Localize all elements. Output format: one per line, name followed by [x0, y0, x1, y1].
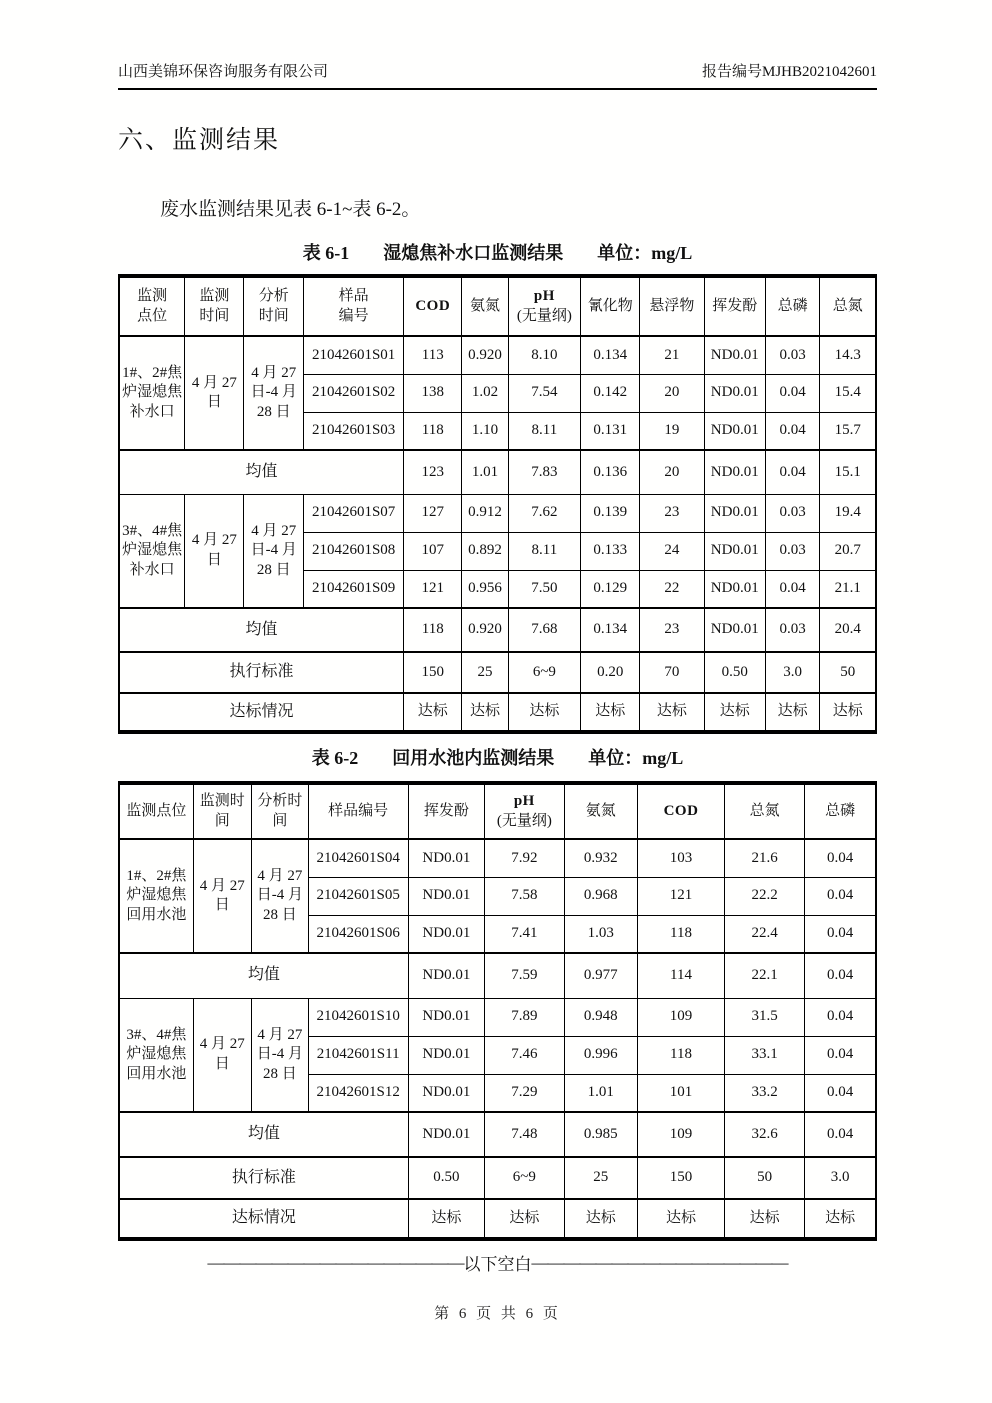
- value-cell: 0.04: [805, 1074, 876, 1112]
- value-cell: ND0.01: [704, 570, 765, 608]
- value-cell: 127: [404, 494, 462, 532]
- table-reuse-pool: [118, 781, 877, 1241]
- value-cell: 0.139: [581, 494, 640, 532]
- compliance-value-cell: 达标: [408, 1199, 484, 1239]
- compliance-value-cell: 达标: [765, 693, 820, 732]
- mean-label-cell: 均值: [119, 608, 404, 652]
- value-cell: 7.41: [485, 915, 564, 953]
- standard-value-cell: 0.50: [704, 652, 765, 693]
- value-cell: 0.968: [564, 877, 637, 915]
- value-cell: 33.2: [725, 1074, 805, 1112]
- standard-value-cell: 6~9: [485, 1157, 564, 1199]
- mean-value-cell: 109: [638, 1112, 725, 1157]
- mean-value-cell: 123: [404, 450, 462, 494]
- value-cell: ND0.01: [408, 839, 484, 877]
- value-cell: 0.03: [765, 336, 820, 374]
- column-header: 氰化物: [581, 276, 640, 336]
- value-cell: 113: [404, 336, 462, 374]
- site-cell: 1#、2#焦炉湿熄焦回用水池: [119, 839, 193, 953]
- site-cell: 1#、2#焦炉湿熄焦补水口: [119, 336, 185, 450]
- analysis-time-cell: 4 月 27 日-4 月 28 日: [251, 839, 308, 953]
- value-cell: 0.134: [581, 336, 640, 374]
- column-header: 悬浮物: [640, 276, 704, 336]
- sample-id-cell: 21042601S08: [304, 532, 404, 570]
- compliance-row: [119, 1199, 876, 1239]
- value-cell: 7.29: [485, 1074, 564, 1112]
- standard-value-cell: 6~9: [508, 652, 581, 693]
- compliance-value-cell: 达标: [564, 1199, 637, 1239]
- value-cell: 121: [638, 877, 725, 915]
- value-cell: 103: [638, 839, 725, 877]
- mean-value-cell: 0.136: [581, 450, 640, 494]
- column-header: 总磷: [805, 783, 876, 839]
- column-header: 总氮: [725, 783, 805, 839]
- column-header: 氨氮: [564, 783, 637, 839]
- value-cell: 21.1: [820, 570, 876, 608]
- column-header: 总磷: [765, 276, 820, 336]
- mean-value-cell: 0.134: [581, 608, 640, 652]
- value-cell: ND0.01: [704, 494, 765, 532]
- column-header: 分析时 间: [251, 783, 308, 839]
- standard-value-cell: 0.50: [408, 1157, 484, 1199]
- mean-value-cell: 0.985: [564, 1112, 637, 1157]
- sample-id-cell: 21042601S02: [304, 374, 404, 412]
- document-header: [118, 60, 877, 90]
- table1-unit: 单位：mg/L: [597, 243, 693, 263]
- sample-id-cell: 21042601S01: [304, 336, 404, 374]
- compliance-value-cell: 达标: [485, 1199, 564, 1239]
- mean-row: [119, 1112, 876, 1157]
- column-header: 监测 点位: [119, 276, 185, 336]
- sample-id-cell: 21042601S07: [304, 494, 404, 532]
- value-cell: 0.129: [581, 570, 640, 608]
- sample-id-cell: 21042601S12: [308, 1074, 408, 1112]
- value-cell: 0.03: [765, 494, 820, 532]
- column-header: 挥发酚: [704, 276, 765, 336]
- mean-value-cell: 20.4: [820, 608, 876, 652]
- mean-value-cell: ND0.01: [408, 1112, 484, 1157]
- table2-caption: [118, 744, 877, 770]
- mean-value-cell: ND0.01: [704, 608, 765, 652]
- value-cell: 0.04: [765, 570, 820, 608]
- mean-value-cell: 0.04: [765, 450, 820, 494]
- value-cell: 0.956: [462, 570, 508, 608]
- value-cell: 0.04: [805, 877, 876, 915]
- mean-value-cell: 15.1: [820, 450, 876, 494]
- column-header: pH (无量纲): [508, 276, 581, 336]
- compliance-value-cell: 达标: [725, 1199, 805, 1239]
- divider-dashes-left: ————————————————: [207, 1252, 464, 1272]
- value-cell: 7.50: [508, 570, 581, 608]
- below-blank-label: 以下空白: [463, 1255, 532, 1274]
- standard-value-cell: 50: [725, 1157, 805, 1199]
- sample-id-cell: 21042601S03: [304, 412, 404, 450]
- value-cell: 0.04: [805, 915, 876, 953]
- sample-id-cell: 21042601S10: [308, 998, 408, 1036]
- value-cell: 0.920: [462, 336, 508, 374]
- mean-value-cell: 7.59: [485, 953, 564, 998]
- mean-value-cell: 20: [640, 450, 704, 494]
- value-cell: ND0.01: [704, 532, 765, 570]
- value-cell: 22.2: [725, 877, 805, 915]
- value-cell: 1.10: [462, 412, 508, 450]
- mean-row: [119, 953, 876, 998]
- value-cell: 109: [638, 998, 725, 1036]
- table-wastewater-makeup: [118, 274, 877, 734]
- value-cell: ND0.01: [704, 412, 765, 450]
- value-cell: 22: [640, 570, 704, 608]
- column-header: COD: [638, 783, 725, 839]
- mean-label-cell: 均值: [119, 1112, 408, 1157]
- value-cell: 118: [638, 915, 725, 953]
- mean-value-cell: 7.83: [508, 450, 581, 494]
- standard-value-cell: 70: [640, 652, 704, 693]
- sample-id-cell: 21042601S05: [308, 877, 408, 915]
- column-header: 挥发酚: [408, 783, 484, 839]
- table2-label: 表 6-2: [311, 748, 359, 768]
- mean-label-cell: 均值: [119, 450, 404, 494]
- sample-row: [119, 494, 876, 532]
- compliance-value-cell: 达标: [640, 693, 704, 732]
- monitor-time-cell: 4 月 27 日: [185, 336, 244, 450]
- standard-value-cell: 25: [462, 652, 508, 693]
- value-cell: 8.11: [508, 412, 581, 450]
- value-cell: 19: [640, 412, 704, 450]
- standard-label-cell: 执行标准: [119, 1157, 408, 1199]
- table1-title: 湿熄焦补水口监测结果: [383, 243, 564, 263]
- intro-paragraph: 废水监测结果见表 6-1~表 6-2。: [160, 199, 421, 220]
- value-cell: 20.7: [820, 532, 876, 570]
- value-cell: 33.1: [725, 1036, 805, 1074]
- value-cell: 8.10: [508, 336, 581, 374]
- standard-value-cell: 3.0: [765, 652, 820, 693]
- value-cell: 0.03: [765, 532, 820, 570]
- value-cell: 7.58: [485, 877, 564, 915]
- value-cell: 21.6: [725, 839, 805, 877]
- below-blank-divider: [118, 1250, 877, 1275]
- header-row: [119, 276, 876, 336]
- value-cell: 0.133: [581, 532, 640, 570]
- compliance-label-cell: 达标情况: [119, 693, 404, 732]
- sample-id-cell: 21042601S09: [304, 570, 404, 608]
- column-header: pH (无量纲): [485, 783, 564, 839]
- value-cell: 0.04: [765, 374, 820, 412]
- standard-row: [119, 1157, 876, 1199]
- mean-value-cell: 7.68: [508, 608, 581, 652]
- mean-value-cell: 118: [404, 608, 462, 652]
- column-header: 监测点位: [119, 783, 193, 839]
- sample-id-cell: 21042601S06: [308, 915, 408, 953]
- compliance-row: [119, 693, 876, 732]
- value-cell: 0.996: [564, 1036, 637, 1074]
- value-cell: ND0.01: [408, 1074, 484, 1112]
- standard-value-cell: 3.0: [805, 1157, 876, 1199]
- compliance-value-cell: 达标: [581, 693, 640, 732]
- value-cell: 118: [638, 1036, 725, 1074]
- sample-id-cell: 21042601S11: [308, 1036, 408, 1074]
- value-cell: 1.02: [462, 374, 508, 412]
- value-cell: ND0.01: [704, 374, 765, 412]
- value-cell: 15.7: [820, 412, 876, 450]
- mean-value-cell: 0.920: [462, 608, 508, 652]
- value-cell: 107: [404, 532, 462, 570]
- standard-row: [119, 652, 876, 693]
- monitor-time-cell: 4 月 27 日: [185, 494, 244, 608]
- mean-label-cell: 均值: [119, 953, 408, 998]
- column-header: 总氮: [820, 276, 876, 336]
- value-cell: 21: [640, 336, 704, 374]
- value-cell: 23: [640, 494, 704, 532]
- sample-row: [119, 336, 876, 374]
- standard-value-cell: 150: [638, 1157, 725, 1199]
- value-cell: 0.912: [462, 494, 508, 532]
- value-cell: 0.04: [805, 839, 876, 877]
- mean-value-cell: ND0.01: [408, 953, 484, 998]
- compliance-value-cell: 达标: [508, 693, 581, 732]
- value-cell: 1.03: [564, 915, 637, 953]
- value-cell: 19.4: [820, 494, 876, 532]
- value-cell: 7.62: [508, 494, 581, 532]
- mean-value-cell: 0.977: [564, 953, 637, 998]
- monitor-time-cell: 4 月 27 日: [193, 998, 251, 1112]
- report-number: 报告编号MJHB2021042601: [701, 64, 877, 80]
- compliance-value-cell: 达标: [820, 693, 876, 732]
- value-cell: 0.948: [564, 998, 637, 1036]
- standard-value-cell: 50: [820, 652, 876, 693]
- value-cell: 121: [404, 570, 462, 608]
- value-cell: ND0.01: [408, 877, 484, 915]
- company-name: 山西美锦环保咨询服务有限公司: [118, 64, 329, 80]
- value-cell: 118: [404, 412, 462, 450]
- value-cell: 0.04: [805, 1036, 876, 1074]
- value-cell: 15.4: [820, 374, 876, 412]
- standard-value-cell: 0.20: [581, 652, 640, 693]
- column-header: 分析 时间: [244, 276, 304, 336]
- compliance-value-cell: 达标: [638, 1199, 725, 1239]
- value-cell: 22.4: [725, 915, 805, 953]
- mean-value-cell: 0.03: [765, 608, 820, 652]
- column-header: 样品编号: [308, 783, 408, 839]
- compliance-label-cell: 达标情况: [119, 1199, 408, 1239]
- value-cell: 7.92: [485, 839, 564, 877]
- column-header: COD: [404, 276, 462, 336]
- column-header: 氨氮: [462, 276, 508, 336]
- mean-row: [119, 608, 876, 652]
- mean-value-cell: 32.6: [725, 1112, 805, 1157]
- analysis-time-cell: 4 月 27 日-4 月 28 日: [251, 998, 308, 1112]
- column-header: 监测 时间: [185, 276, 244, 336]
- table1-label: 表 6-1: [302, 243, 350, 263]
- divider-dashes-right: ————————————————: [531, 1252, 788, 1272]
- analysis-time-cell: 4 月 27 日-4 月 28 日: [244, 336, 304, 450]
- standard-label-cell: 执行标准: [119, 652, 404, 693]
- monitor-time-cell: 4 月 27 日: [193, 839, 251, 953]
- value-cell: 20: [640, 374, 704, 412]
- value-cell: 24: [640, 532, 704, 570]
- mean-value-cell: 0.04: [805, 1112, 876, 1157]
- compliance-value-cell: 达标: [805, 1199, 876, 1239]
- table1-caption: [118, 239, 877, 265]
- value-cell: 0.04: [765, 412, 820, 450]
- value-cell: 14.3: [820, 336, 876, 374]
- value-cell: ND0.01: [408, 998, 484, 1036]
- standard-value-cell: 150: [404, 652, 462, 693]
- value-cell: 7.89: [485, 998, 564, 1036]
- value-cell: ND0.01: [408, 915, 484, 953]
- value-cell: 138: [404, 374, 462, 412]
- value-cell: 7.54: [508, 374, 581, 412]
- mean-value-cell: 0.04: [805, 953, 876, 998]
- standard-value-cell: 25: [564, 1157, 637, 1199]
- mean-value-cell: 114: [638, 953, 725, 998]
- value-cell: 101: [638, 1074, 725, 1112]
- sample-id-cell: 21042601S04: [308, 839, 408, 877]
- value-cell: ND0.01: [408, 1036, 484, 1074]
- value-cell: 7.46: [485, 1036, 564, 1074]
- table2-title: 回用水池内监测结果: [392, 748, 555, 768]
- value-cell: 0.932: [564, 839, 637, 877]
- mean-value-cell: ND0.01: [704, 450, 765, 494]
- sample-row: [119, 998, 876, 1036]
- site-cell: 3#、4#焦炉湿熄焦补水口: [119, 494, 185, 608]
- value-cell: 0.04: [805, 998, 876, 1036]
- value-cell: 0.892: [462, 532, 508, 570]
- mean-row: [119, 450, 876, 494]
- page-number: 第 6 页 共 6 页: [434, 1306, 561, 1322]
- value-cell: 0.131: [581, 412, 640, 450]
- compliance-value-cell: 达标: [404, 693, 462, 732]
- mean-value-cell: 22.1: [725, 953, 805, 998]
- column-header: 样品 编号: [304, 276, 404, 336]
- mean-value-cell: 23: [640, 608, 704, 652]
- value-cell: 0.142: [581, 374, 640, 412]
- header-row: [119, 783, 876, 839]
- compliance-value-cell: 达标: [462, 693, 508, 732]
- site-cell: 3#、4#焦炉湿熄焦回用水池: [119, 998, 193, 1112]
- column-header: 监测时 间: [193, 783, 251, 839]
- sample-row: [119, 839, 876, 877]
- mean-value-cell: 1.01: [462, 450, 508, 494]
- value-cell: 1.01: [564, 1074, 637, 1112]
- analysis-time-cell: 4 月 27 日-4 月 28 日: [244, 494, 304, 608]
- table2-unit: 单位：mg/L: [588, 748, 684, 768]
- value-cell: 8.11: [508, 532, 581, 570]
- value-cell: ND0.01: [704, 336, 765, 374]
- section-title: 六、监测结果: [118, 127, 281, 154]
- mean-value-cell: 7.48: [485, 1112, 564, 1157]
- compliance-value-cell: 达标: [704, 693, 765, 732]
- value-cell: 31.5: [725, 998, 805, 1036]
